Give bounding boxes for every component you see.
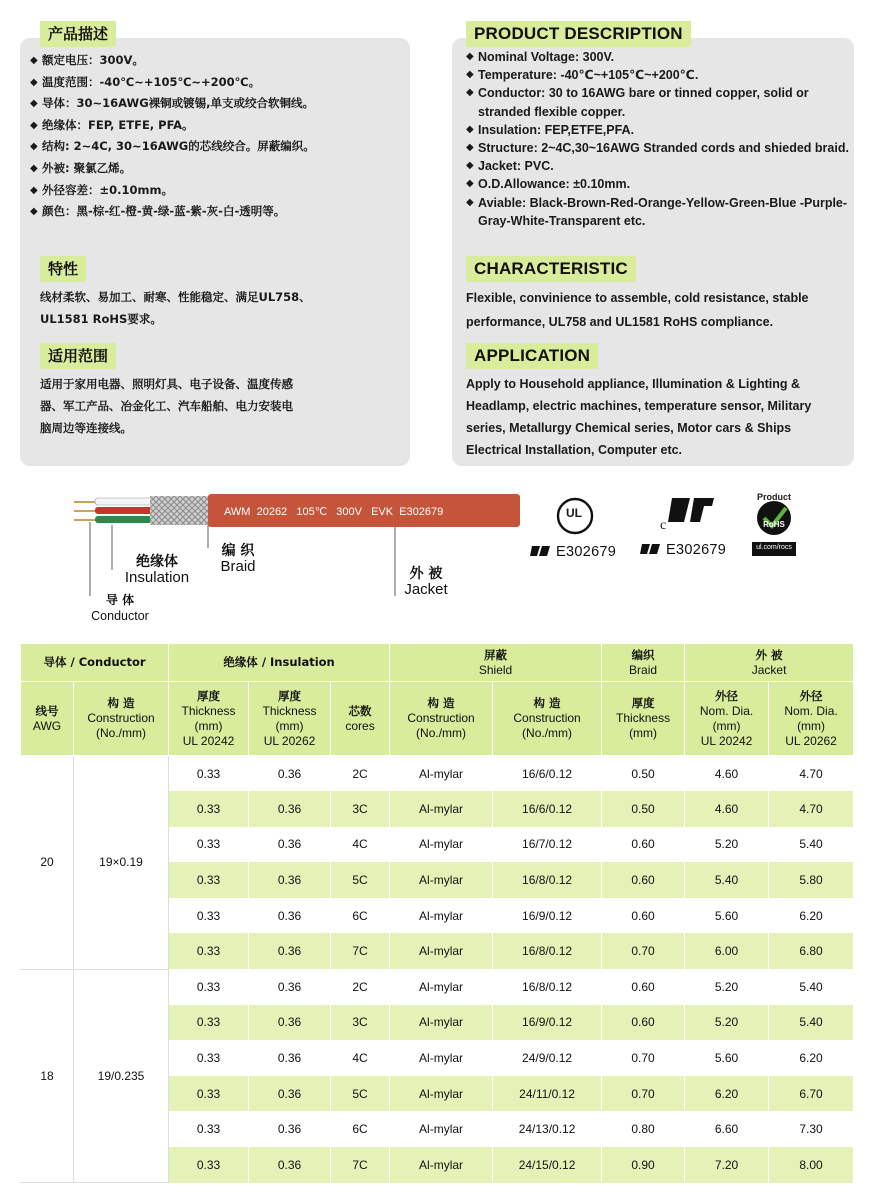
list-item: ◆ 颜色：黑-棕-红-橙-黄-绿-蓝-紫-灰-白-透明等。 [30, 201, 405, 223]
text-line: 线材柔软、易加工、耐寒、性能稳定、满足UL758、 [40, 290, 311, 304]
table-cell: 0.36 [249, 898, 331, 934]
table-cell: 16/8/0.12 [493, 933, 602, 969]
col-dia-20262: 外径 Nom. Dia. (mm) UL 20262 [769, 682, 854, 756]
rohs-badge [757, 501, 791, 535]
table-cell: 5.40 [769, 1005, 854, 1041]
table-cell: 0.80 [602, 1111, 685, 1147]
table-cell: 0.33 [169, 969, 249, 1005]
table-cell: 0.36 [249, 862, 331, 898]
table-cell: 4C [331, 827, 390, 863]
table-cell: 0.36 [249, 969, 331, 1005]
table-cell: 6.80 [769, 933, 854, 969]
table-cell: 7.20 [685, 1147, 769, 1183]
jacket-label-en: Jacket [404, 581, 448, 598]
table-cell: 0.33 [169, 1040, 249, 1076]
table-cell: 0.90 [602, 1147, 685, 1183]
col-awg: 线号 AWG [21, 682, 74, 756]
en-application-title: APPLICATION [466, 343, 598, 369]
table-cell: 0.33 [169, 898, 249, 934]
table-cell: 24/11/0.12 [493, 1076, 602, 1112]
table-cell: 5C [331, 1076, 390, 1112]
cn-characteristic-title: 特性 [40, 256, 86, 282]
ul-file-number: E302679 [556, 544, 617, 560]
table-row [21, 756, 854, 792]
table-cell: 0.36 [249, 827, 331, 863]
table-cell: 16/6/0.12 [493, 791, 602, 827]
ur-mark-icon [530, 546, 550, 556]
cul-file-number: E302679 [666, 542, 727, 558]
table-cell: 7C [331, 1147, 390, 1183]
text-line: performance, UL758 and UL1581 RoHS compliance. [466, 315, 774, 329]
list-item: ◆ O.D.Allowance: ±0.10mm. [466, 175, 856, 193]
table-cell: 0.36 [249, 1005, 331, 1041]
conductor-construction-cell: 19/0.235 [74, 969, 169, 1183]
table-cell: 7.30 [769, 1111, 854, 1147]
table-cell: 8.00 [769, 1147, 854, 1183]
table-cell: 0.33 [169, 827, 249, 863]
table-cell: 0.60 [602, 862, 685, 898]
table-cell: 0.33 [169, 1111, 249, 1147]
table-cell: 16/7/0.12 [493, 827, 602, 863]
insulation-label-en: Insulation [124, 569, 190, 586]
list-item: ◆ 外径容差：±0.10mm。 [30, 180, 405, 202]
insulated-wire-green [95, 516, 155, 523]
cable-illustration [0, 478, 876, 638]
table-cell: Al-mylar [390, 1111, 493, 1147]
header-insulation: 绝缘体 / Insulation [169, 644, 390, 682]
jacket-label-cn: 外 被 [409, 566, 443, 582]
insulation-callout [112, 554, 202, 586]
list-item: ◆ 外被: 聚氯乙烯。 [30, 158, 405, 180]
table-cell: Al-mylar [390, 969, 493, 1005]
table-cell: 7C [331, 933, 390, 969]
table-cell: Al-mylar [390, 933, 493, 969]
insulation-label-cn: 绝缘体 [136, 554, 178, 570]
col-conductor-construction: 构 造 Construction (No./mm) [74, 682, 169, 756]
en-description-list [466, 48, 856, 230]
en-description-title: PRODUCT DESCRIPTION [466, 21, 691, 47]
text-line: 适用于家用电器、照明灯具、电子设备、温度传感 [40, 377, 293, 391]
jacket-callout [396, 566, 456, 598]
table-cell: Al-mylar [390, 1040, 493, 1076]
text-line: 器、军工产品、冶金化工、汽车船舶、电力安装电 [40, 399, 293, 413]
table-cell: 4.70 [769, 791, 854, 827]
table-cell: 0.36 [249, 1040, 331, 1076]
list-item: ◆ 导体：30~16AWG裸铜或镀锡,单支或绞合软铜线。 [30, 93, 405, 115]
table-cell: Al-mylar [390, 827, 493, 863]
table-cell: 5.20 [685, 1005, 769, 1041]
table-cell: 3C [331, 1005, 390, 1041]
table-cell: 16/9/0.12 [493, 1005, 602, 1041]
col-shield-construction-1: 构 造 Construction (No./mm) [390, 682, 493, 756]
table-cell: 5.40 [685, 862, 769, 898]
table-cell: 0.33 [169, 791, 249, 827]
table-cell: 6.70 [769, 1076, 854, 1112]
en-application-text [466, 373, 811, 461]
table-cell: 6C [331, 898, 390, 934]
table-cell: 0.70 [602, 1040, 685, 1076]
table-cell: Al-mylar [390, 862, 493, 898]
header-shield: 屏蔽 Shield [390, 644, 602, 682]
table-cell: Al-mylar [390, 1147, 493, 1183]
table-cell: 0.33 [169, 1147, 249, 1183]
braid-callout [210, 543, 266, 575]
awg-cell: 18 [21, 969, 74, 1183]
rohs-url: ul.com/rocs [756, 544, 792, 551]
list-item: ◆ Temperature: -40℃~+105℃~+200℃. [466, 66, 856, 84]
table-cell: Al-mylar [390, 791, 493, 827]
conductor-construction-cell: 19×0.19 [74, 756, 169, 970]
list-item: ◆ Structure: 2~4C,30~16AWG Stranded cords and shieded braid. [466, 139, 856, 157]
table-cell: 0.33 [169, 933, 249, 969]
table-cell: 6.20 [685, 1076, 769, 1112]
conductor-callout [84, 592, 156, 624]
spec-table [20, 643, 854, 1183]
spec-table-body [21, 756, 854, 1183]
text-line: 脑周边等连接线。 [40, 421, 132, 435]
awg-cell: 20 [21, 756, 74, 970]
insulated-wire-white [95, 498, 155, 505]
table-cell: 5.40 [769, 969, 854, 1005]
ul-logo-text: UL [566, 506, 582, 520]
table-cell: 2C [331, 969, 390, 1005]
text-line: Headlamp, electric machines, temperature sensor, Military [466, 399, 812, 413]
list-item: ◆ Aviable: Black-Brown-Red-Orange-Yellow-Green-Blue -Purple-Gray-White-Transparent etc. [466, 194, 856, 230]
table-cell: 0.60 [602, 898, 685, 934]
table-cell: 0.60 [602, 1005, 685, 1041]
table-cell: 3C [331, 791, 390, 827]
table-cell: 0.60 [602, 827, 685, 863]
col-thickness-20262: 厚度 Thickness (mm) UL 20262 [249, 682, 331, 756]
cn-application-title: 适用范围 [40, 343, 116, 369]
table-cell: Al-mylar [390, 1005, 493, 1041]
conductor-label-en: Conductor [91, 609, 149, 623]
text-line: UL1581 RoHS要求。 [40, 312, 162, 326]
table-cell: 5C [331, 862, 390, 898]
table-cell: 0.36 [249, 1111, 331, 1147]
list-item: ◆ 结构: 2~4C, 30~16AWG的芯线绞合。屏蔽编织。 [30, 136, 405, 158]
cn-application-text [40, 373, 293, 439]
table-cell: 0.33 [169, 756, 249, 792]
table-cell: 5.40 [769, 827, 854, 863]
table-cell: 24/13/0.12 [493, 1111, 602, 1147]
table-cell: Al-mylar [390, 756, 493, 792]
rohs-mark: RoHS [763, 520, 785, 529]
table-cell: 6.20 [769, 1040, 854, 1076]
cn-description-list [30, 50, 405, 223]
table-cell: 6.60 [685, 1111, 769, 1147]
table-cell: 4.60 [685, 756, 769, 792]
list-item: ◆ 绝缘体：FEP, ETFE, PFA。 [30, 115, 405, 137]
table-cell: 0.70 [602, 1076, 685, 1112]
cul-prefix: c [660, 518, 667, 533]
table-cell: 0.50 [602, 791, 685, 827]
table-cell: 0.60 [602, 969, 685, 1005]
rohs-title: Product [756, 492, 791, 502]
table-cell: 4C [331, 1040, 390, 1076]
table-cell: 6.20 [769, 898, 854, 934]
table-cell: 0.70 [602, 933, 685, 969]
table-cell: 0.36 [249, 756, 331, 792]
braid-label-en: Braid [220, 558, 256, 575]
text-line: Flexible, convinience to assemble, cold resistance, stable [466, 291, 809, 305]
list-item: ◆ Insulation: FEP,ETFE,PFA. [466, 121, 856, 139]
table-cell: 16/8/0.12 [493, 969, 602, 1005]
header-jacket: 外 被 Jacket [685, 644, 854, 682]
col-dia-20242: 外径 Nom. Dia. (mm) UL 20242 [685, 682, 769, 756]
list-item: ◆ 温度范围：-40℃~+105℃~+200℃。 [30, 72, 405, 94]
list-item: ◆ Conductor: 30 to 16AWG bare or tinned copper, solid or stranded flexible copper. [466, 84, 856, 120]
table-cell: 6C [331, 1111, 390, 1147]
table-cell: 5.60 [685, 1040, 769, 1076]
cn-description-title: 产品描述 [40, 21, 116, 47]
en-characteristic-text [466, 286, 809, 334]
cul-logo [668, 498, 714, 522]
list-item: ◆ 额定电压：300V。 [30, 50, 405, 72]
table-cell: 0.50 [602, 756, 685, 792]
table-cell: 24/9/0.12 [493, 1040, 602, 1076]
table-cell: 0.36 [249, 1076, 331, 1112]
table-cell: 0.33 [169, 1005, 249, 1041]
ur-mark-icon [640, 544, 660, 554]
table-cell: 4.70 [769, 756, 854, 792]
text-line: series, Metallurgy Chemical series, Motor cars & Ships [466, 421, 792, 435]
list-item: ◆ Nominal Voltage: 300V. [466, 48, 856, 66]
col-shield-construction-2: 构 造 Construction (No./mm) [493, 682, 602, 756]
table-cell: 5.20 [685, 827, 769, 863]
header-conductor: 导体 / Conductor [21, 644, 169, 682]
table-cell: Al-mylar [390, 898, 493, 934]
text-line: Apply to Household appliance, Illumination & Lighting & [466, 377, 801, 391]
table-cell: 24/15/0.12 [493, 1147, 602, 1183]
table-cell: 0.36 [249, 791, 331, 827]
braid-shield [150, 496, 210, 525]
table-cell: 2C [331, 756, 390, 792]
braid-label-cn: 编 织 [221, 543, 255, 559]
table-cell: Al-mylar [390, 1076, 493, 1112]
table-cell: 0.33 [169, 862, 249, 898]
table-cell: 0.36 [249, 1147, 331, 1183]
insulated-wire-red [95, 507, 155, 514]
header-braid: 编织 Braid [602, 644, 685, 682]
col-cores: 芯数 cores [331, 682, 390, 756]
col-thickness-20242: 厚度 Thickness (mm) UL 20242 [169, 682, 249, 756]
table-cell: 5.60 [685, 898, 769, 934]
col-braid-thickness: 厚度 Thickness (mm) [602, 682, 685, 756]
jacket-print: AWM 20262 105℃ 300V EVK E302679 [224, 506, 444, 518]
table-cell: 5.80 [769, 862, 854, 898]
table-cell: 0.33 [169, 1076, 249, 1112]
conductor-label-cn: 导 体 [105, 593, 135, 607]
table-cell: 6.00 [685, 933, 769, 969]
cn-characteristic-text [40, 286, 311, 330]
table-cell: 5.20 [685, 969, 769, 1005]
table-cell: 16/8/0.12 [493, 862, 602, 898]
text-line: Electrical Installation, Computer etc. [466, 443, 683, 457]
en-characteristic-title: CHARACTERISTIC [466, 256, 636, 282]
table-cell: 0.36 [249, 933, 331, 969]
list-item: ◆ Jacket: PVC. [466, 157, 856, 175]
table-cell: 16/6/0.12 [493, 756, 602, 792]
table-cell: 4.60 [685, 791, 769, 827]
table-cell: 16/9/0.12 [493, 898, 602, 934]
table-row [21, 969, 854, 1005]
